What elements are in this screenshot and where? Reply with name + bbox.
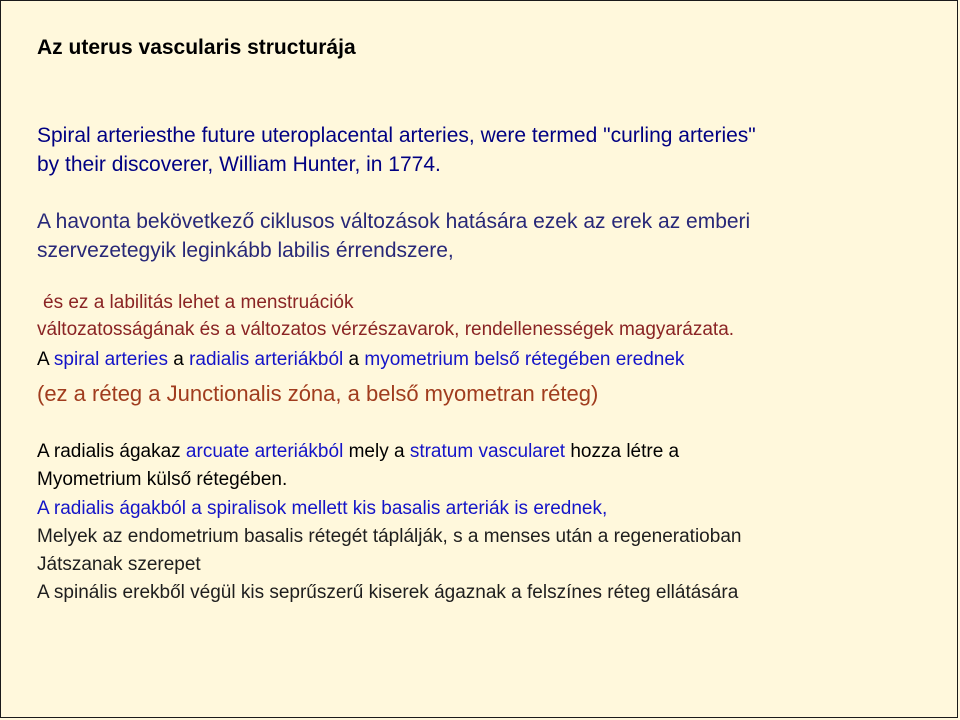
text-line: Spiral arteriesthe future uteroplacental arteries, were termed "curling arteries" — [37, 124, 756, 147]
highlight-arcuate: arcuate arteriákból — [185, 441, 344, 462]
text-span: a — [167, 349, 190, 370]
text-span: hozza létre a — [565, 441, 680, 462]
highlight-myometrium: myometrium belső rétegében erednek — [364, 349, 685, 370]
paragraph-cyclic-changes — [37, 207, 750, 265]
text-line: by their discoverer, William Hunter, in 1774. — [37, 153, 441, 176]
paragraph-spiral-origin — [37, 346, 684, 373]
text-line: Melyek az endometrium basalis rétegét táplálják, s a menses után a regeneratioban — [37, 526, 742, 547]
paragraph-radial-branches — [37, 438, 679, 494]
text-line: változatosságának és a változatos vérzészavarok, rendellenességek magyarázata. — [37, 319, 735, 340]
text-line: és ez a labilitás lehet a menstruációk — [43, 292, 354, 313]
text-line: Myometrium külső rétegében. — [37, 469, 288, 490]
paragraph-lability — [37, 289, 734, 343]
text-line — [37, 438, 679, 466]
text-span: a — [343, 349, 365, 370]
highlight-spiral-arteries: spiral arteries — [53, 349, 168, 370]
text-line: A havonta bekövetkező ciklusos változások hatására ezek az erek az emberi — [37, 210, 751, 233]
highlight-radialis: radialis arteriákból — [189, 349, 344, 370]
text-span: A — [37, 349, 54, 370]
text-line: szervezetegyik leginkább labilis érrendszere, — [37, 239, 454, 262]
text-span: A radialis ágakaz — [37, 441, 186, 462]
text-line: Játszanak szerepet — [37, 554, 201, 575]
slide-title: Az uterus vascularis structurája — [37, 36, 356, 59]
text-line: A radialis ágakból a spiralisok mellett kis basalis arteriák is erednek, — [37, 498, 608, 519]
paragraph-basal-arteries — [37, 495, 741, 607]
paragraph-spiral-arteries-history — [37, 121, 756, 179]
text-line: A spinális erekből végül kis seprűszerű kiserek ágaznak a felszínes réteg ellátására — [37, 582, 739, 603]
highlight-stratum: stratum vascularet — [409, 441, 566, 462]
text-span: mely a — [343, 441, 410, 462]
paragraph-junctional-zone: (ez a réteg a Junctionalis zóna, a belső myometran réteg) — [37, 381, 599, 406]
